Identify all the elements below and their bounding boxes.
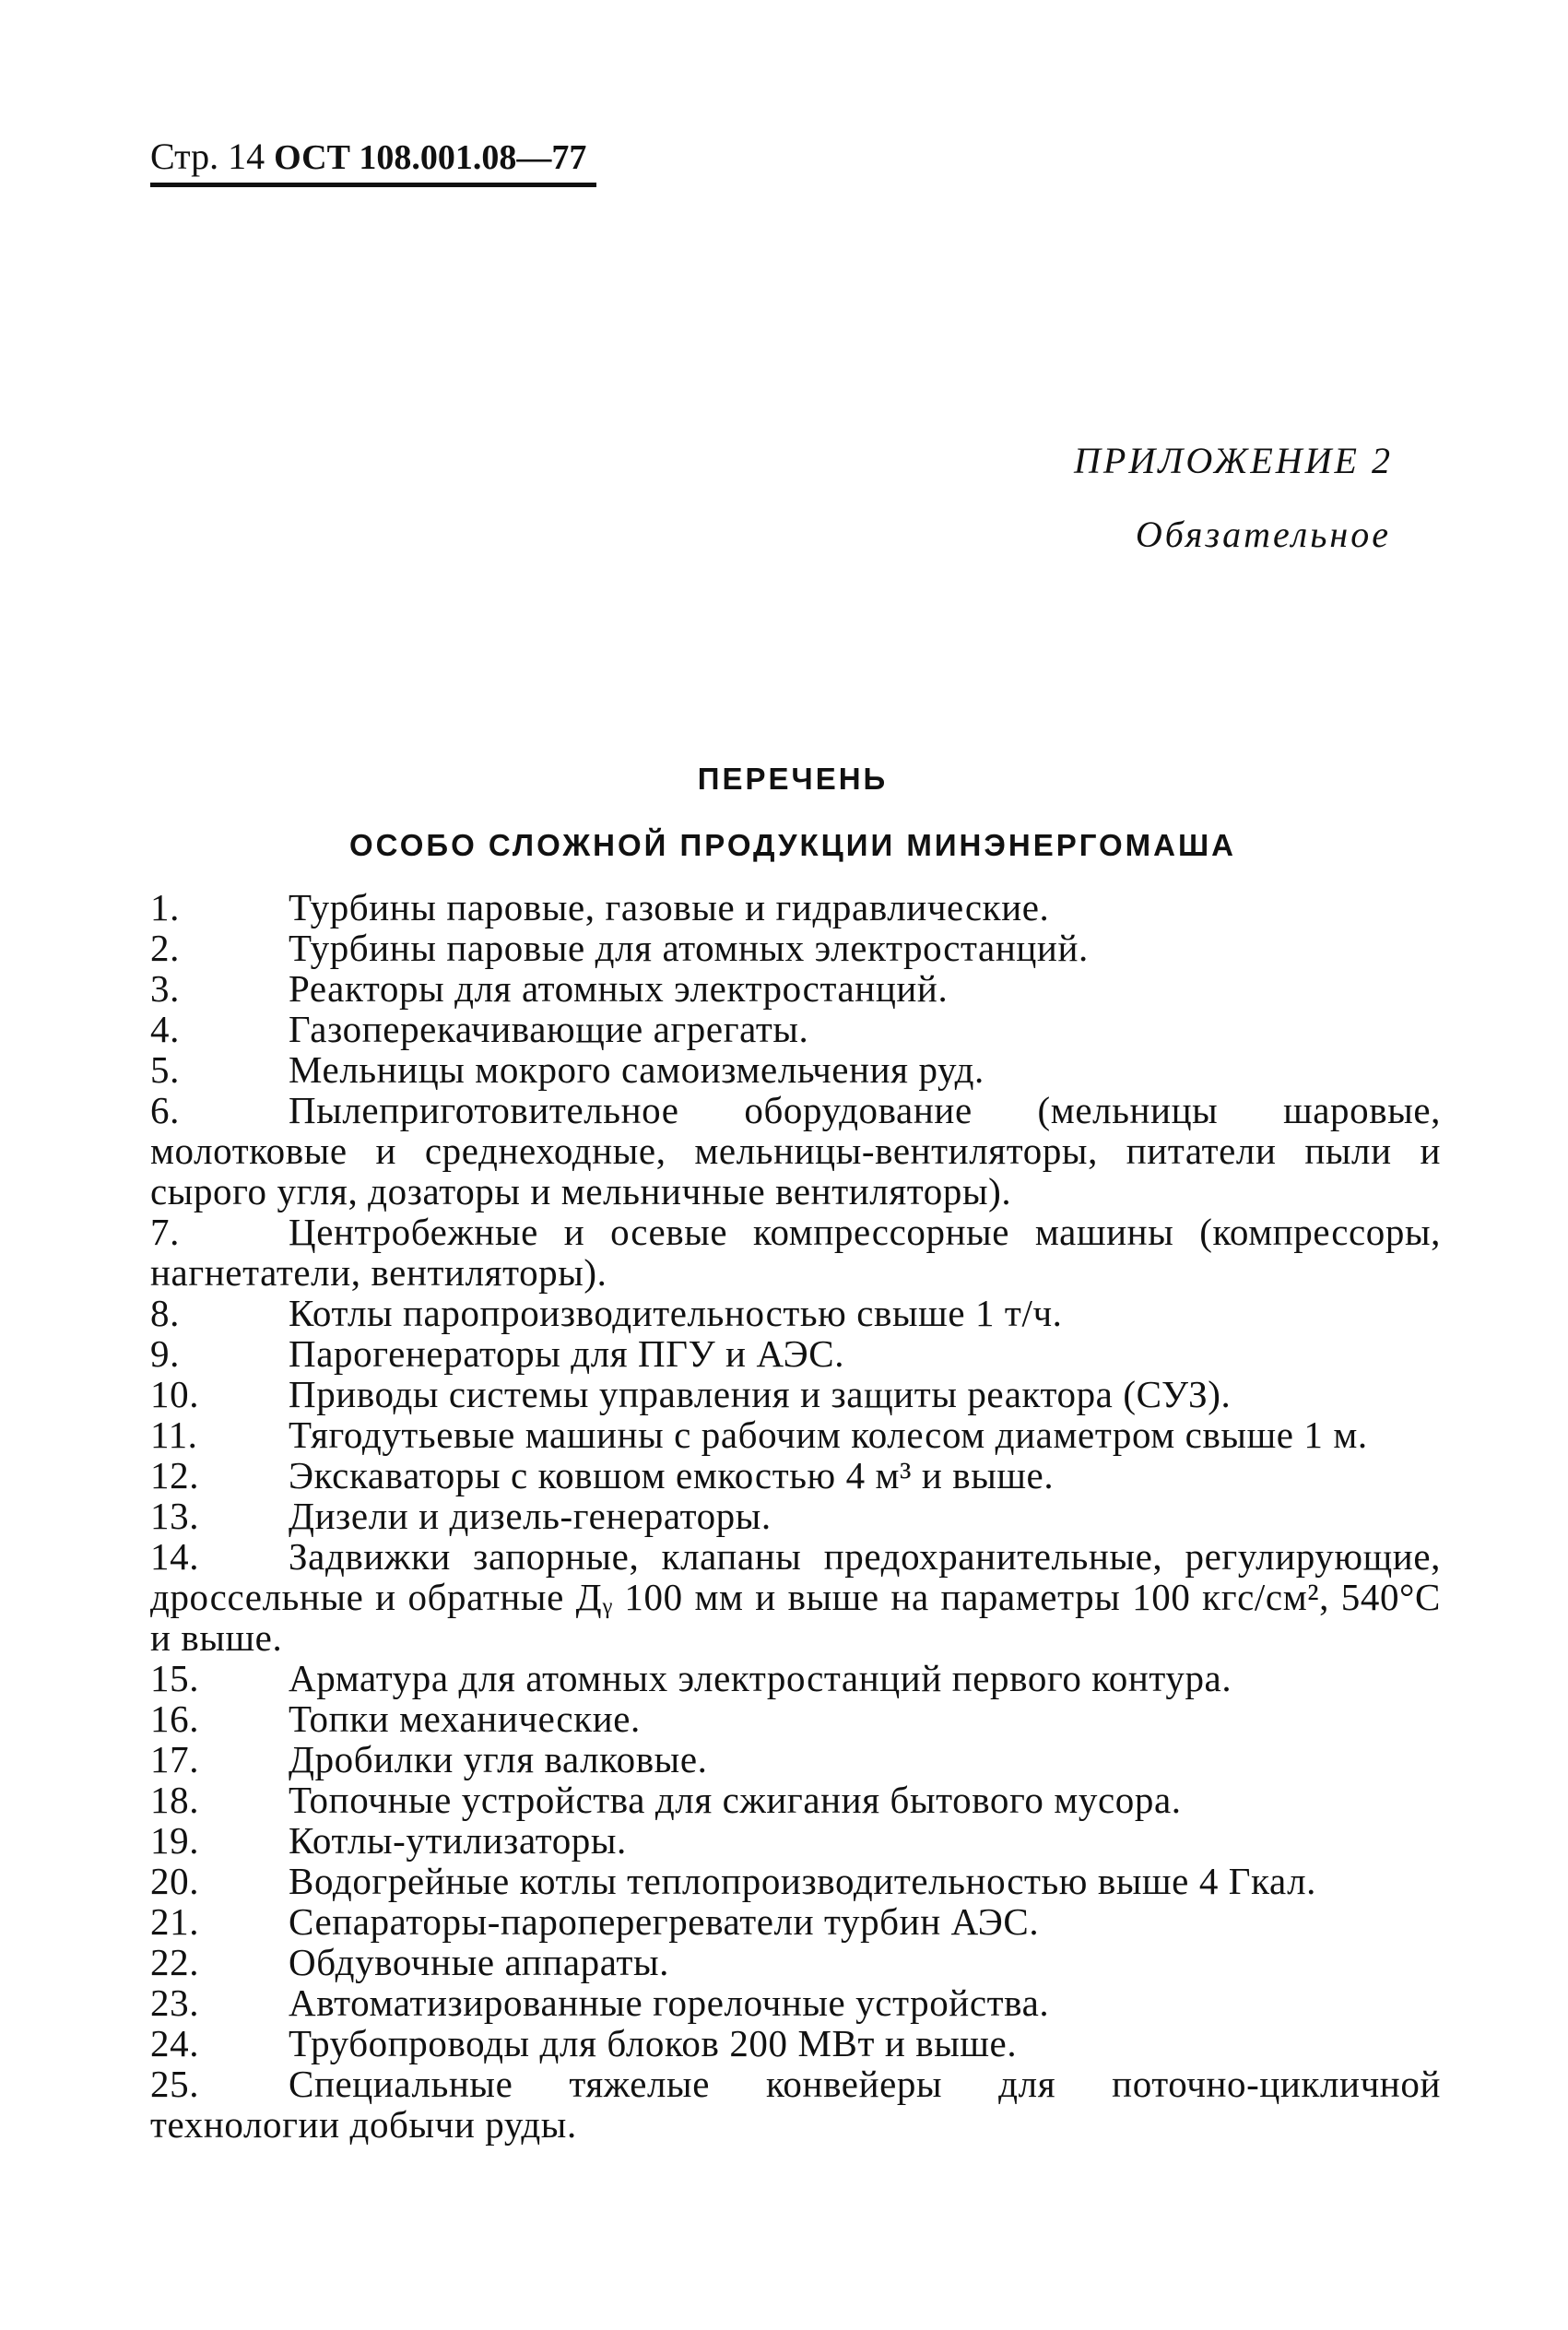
list-item-number: 20. [150,1860,200,1902]
page-number: Стр. 14 [150,136,265,177]
list-item-text: Реакторы для атомных электростанций. [289,967,949,1010]
list-item-text: Трубопроводы для блоков 200 МВт и выше. [289,2022,1018,2064]
list-item [150,1374,1441,1414]
list-item [150,928,1441,968]
list-item-text: Мельницы мокрого самоизмельчения руд. [289,1048,984,1091]
list-item-text: Обдувочные аппараты. [289,1941,669,1983]
list-item-number: 16. [150,1697,200,1740]
list-item-text: Котлы-утилизаторы. [289,1819,627,1862]
list-item [150,1049,1441,1090]
list-item-text: Газоперекачивающие агрегаты. [289,1008,809,1050]
list-item-text: Приводы системы управления и защиты реактора (СУЗ). [289,1373,1232,1415]
list-item-text: Турбины паровые, газовые и гидравлические. [289,886,1050,928]
list-item-number: 8. [150,1292,180,1334]
list-item [150,1212,1441,1293]
list-item-number: 25. [150,2063,200,2105]
list-item-number: 3. [150,967,180,1010]
list-item-text: Котлы паропроизводительностью свыше 1 т/ч. [289,1292,1063,1334]
standard-code: ОСТ 108.001.08—77 [274,138,587,177]
list-item [150,1414,1441,1455]
list-item-text: Специальные тяжелые конвейеры для поточно-цикличной технологии добычи руды. [150,2063,1441,2146]
product-list [150,887,1441,2145]
list-item-text: Парогенераторы для ПГУ и АЭС. [289,1332,845,1375]
list-item-text: Автоматизированные горелочные устройства. [289,1981,1050,2024]
list-item [150,1901,1441,1942]
list-item [150,1658,1441,1698]
appendix-label: ПРИЛОЖЕНИЕ 2 [1074,440,1393,481]
list-item-number: 11. [150,1413,198,1456]
list-item [150,1090,1441,1212]
document-subtitle: ОСОБО СЛОЖНОЙ ПРОДУКЦИИ МИНЭНЕРГОМАША [349,828,1236,862]
list-item [150,1333,1441,1374]
list-item-text: Дробилки угля валковые. [289,1738,708,1780]
list-item-text: Арматура для атомных электростанций первого контура. [289,1657,1232,1699]
list-item [150,1982,1441,2023]
list-item-number: 7. [150,1211,180,1253]
list-item [150,2023,1441,2064]
list-item [150,1698,1441,1739]
list-item-text: Топки механические. [289,1697,641,1740]
list-item-number: 15. [150,1657,200,1699]
list-item-number: 4. [150,1008,180,1050]
list-item-number: 1. [150,886,180,928]
list-item [150,1293,1441,1333]
list-item-text: Дизели и дизель-генераторы. [289,1495,772,1537]
list-item-text: Тягодутьевые машины с рабочим колесом диаметром свыше 1 м. [289,1413,1368,1456]
list-item [150,1861,1441,1901]
list-item [150,1009,1441,1049]
list-item-text: Центробежные и осевые компрессорные машины (компрессоры, нагнетатели, вентиляторы). [150,1211,1441,1294]
list-item-number: 5. [150,1048,180,1091]
list-item [150,1942,1441,1982]
list-item [150,2064,1441,2145]
list-item-number: 9. [150,1332,180,1375]
list-item [150,1780,1441,1820]
list-item-text: Задвижки запорные, клапаны предохранительные, регулирующие, дроссельные и обратные Дᵧ 100 мм и выше на параметры 100 кгс/см², 540°С и выше. [150,1535,1441,1659]
list-item [150,1536,1441,1658]
list-item-number: 12. [150,1454,200,1496]
list-item-number: 18. [150,1779,200,1821]
list-item-number: 24. [150,2022,200,2064]
list-item-text: Экскаваторы с ковшом емкостью 4 м³ и выше. [289,1454,1055,1496]
list-item [150,1455,1441,1496]
list-item-number: 21. [150,1900,200,1943]
list-item-number: 2. [150,927,180,969]
list-item-number: 6. [150,1089,180,1131]
list-item-number: 17. [150,1738,200,1780]
list-item [150,1739,1441,1780]
list-item-text: Сепараторы-пароперегреватели турбин АЭС. [289,1900,1040,1943]
list-item-number: 23. [150,1981,200,2024]
list-item [150,1496,1441,1536]
list-item-text: Турбины паровые для атомных электростанций. [289,927,1089,969]
list-item-text: Пылеприготовительное оборудование (мельницы шаровые, молотковые и среднеходные, мельницы-вентиляторы, питатели пыли и сырого угля, дозаторы и мельничные вентиляторы). [150,1089,1441,1212]
list-item-text: Водогрейные котлы теплопроизводительностью выше 4 Гкал. [289,1860,1317,1902]
list-item-number: 14. [150,1535,200,1578]
page-header [150,135,586,180]
list-item-number: 19. [150,1819,200,1862]
list-item-number: 22. [150,1941,200,1983]
document-title: ПЕРЕЧЕНЬ [697,762,889,796]
list-item-number: 10. [150,1373,200,1415]
list-item [150,968,1441,1009]
list-item-number: 13. [150,1495,200,1537]
header-underline [150,183,596,187]
appendix-status: Обязательное [1135,514,1391,555]
list-item-text: Топочные устройства для сжигания бытового мусора. [289,1779,1182,1821]
list-item [150,1820,1441,1861]
list-item [150,887,1441,928]
